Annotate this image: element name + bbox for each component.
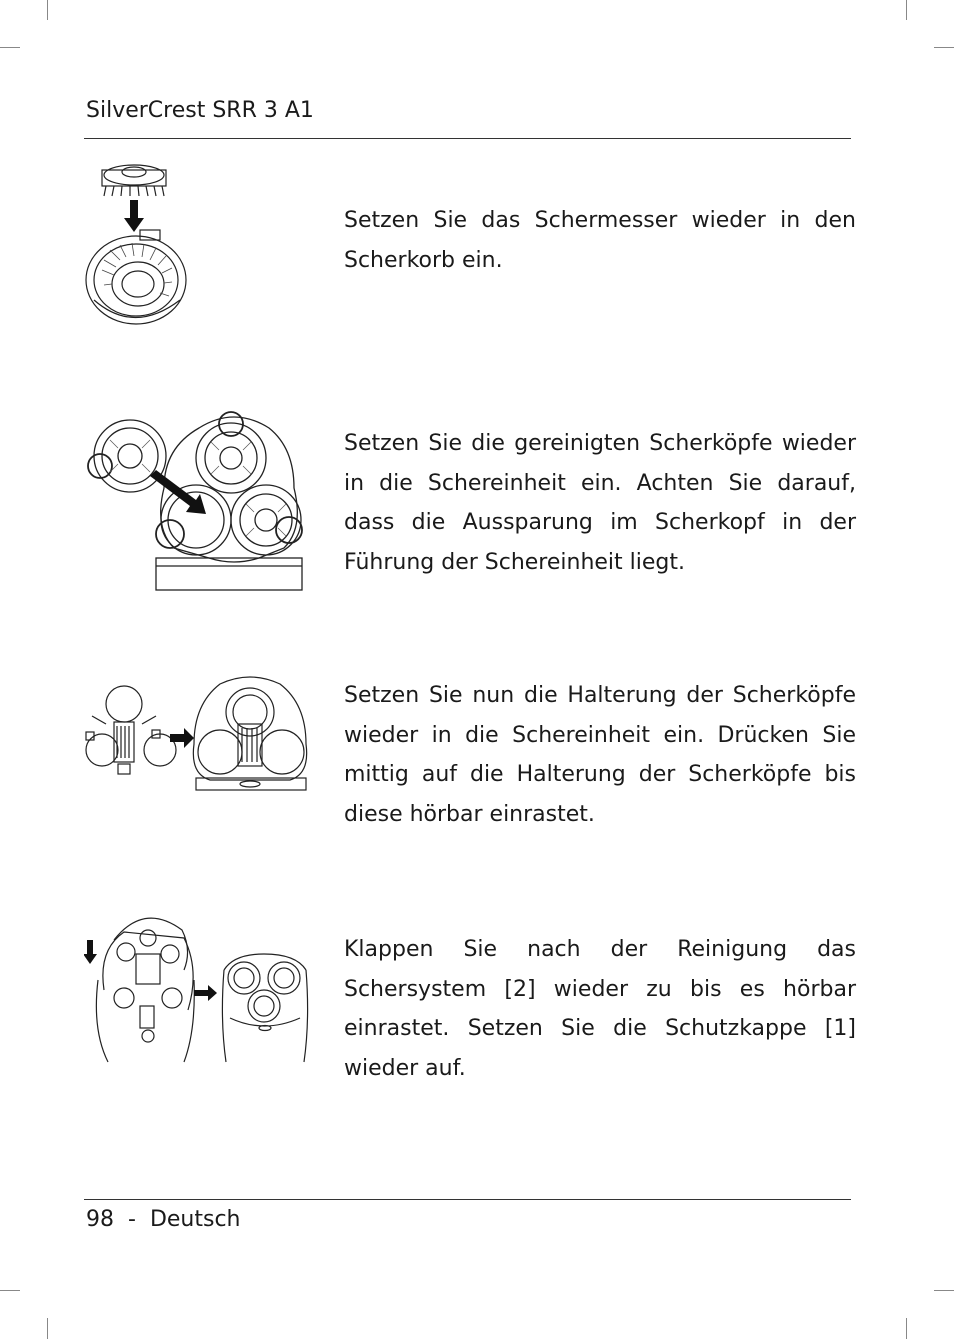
step-1-text: Setzen Sie das Schermesser wieder in den Scherkorb ein. [344,208,856,273]
page-header-title: SilverCrest SRR 3 A1 [86,98,314,123]
crop-mark [934,1290,954,1291]
crop-mark [47,0,48,20]
crop-mark [47,1318,48,1339]
holder-into-unit-illustration [84,674,310,794]
heads-into-unit-illustration [84,408,308,594]
crop-mark [934,47,954,48]
crop-mark [906,1318,907,1339]
close-shaver-illustration [84,910,310,1064]
crop-mark [0,1290,20,1291]
footer-language: Deutsch [149,1207,241,1232]
page-footer [86,1207,241,1232]
page-number: 98 [86,1207,114,1232]
step-4-text: Klappen Sie nach der Reinigung das Schersystem [2] wieder zu bis es hörbar einrastet. Setzen Sie die Schutzkappe [1] wieder auf. [344,937,856,1081]
step-3-text: Setzen Sie nun die Halterung der Scherköpfe wieder in die Schereinheit ein. Drücken Sie mittig auf die Halterung der Scherköpfe bis diese hörbar einrastet. [344,683,856,827]
footer-separator: - [128,1207,136,1232]
crop-mark [0,47,20,48]
step-2-text: Setzen Sie die gereinigten Scherköpfe wieder in die Schereinheit ein. Achten Sie darauf, dass die Aussparung im Scherkopf in der Führung der Schereinheit liegt. [344,431,856,575]
footer-rule [84,1199,851,1200]
blade-into-cage-illustration [84,150,194,330]
crop-mark [906,0,907,20]
header-rule [84,138,851,139]
